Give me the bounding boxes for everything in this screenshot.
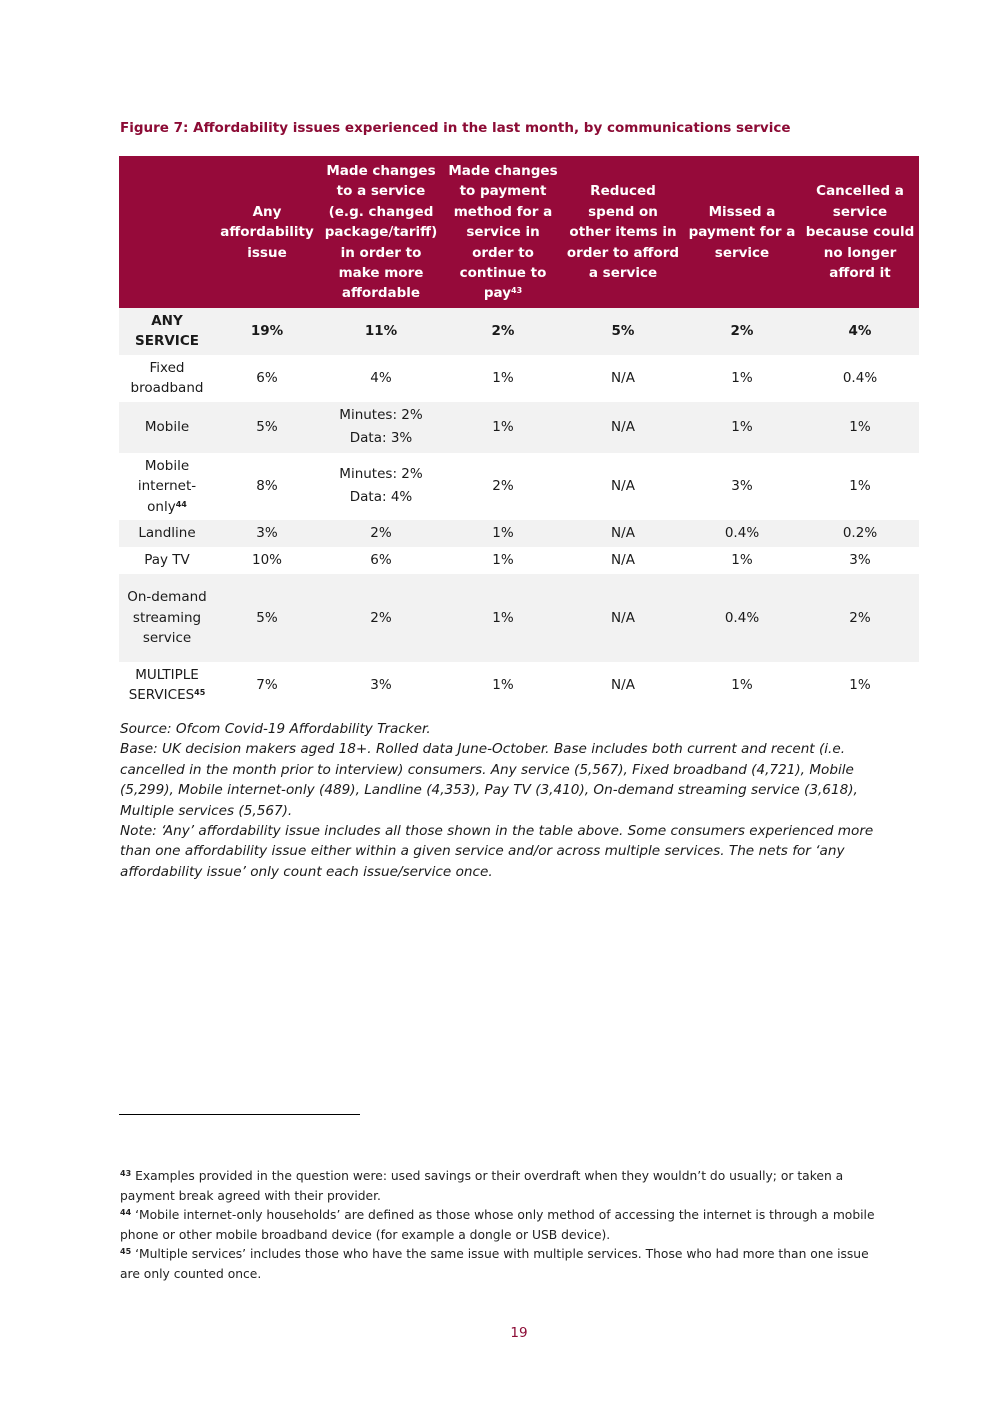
header-missed-payment: Missed a payment for a service xyxy=(683,156,801,308)
table-cell: 3% xyxy=(849,552,871,569)
table-cell: 2% xyxy=(319,574,443,662)
footnote-ref-43: 43 xyxy=(511,286,523,296)
table-cell: 3% xyxy=(731,478,753,495)
table-cell: 11% xyxy=(319,308,443,355)
row-label: ANY SERVICE xyxy=(119,308,215,355)
table-cell: 1% xyxy=(492,552,514,569)
table-cell: 1% xyxy=(492,677,514,694)
footnote-text: Examples provided in the question were: used savings or their overdraft when they wouldn’t do usually; or taken a payment break agreed with their provider. xyxy=(120,1169,844,1203)
row-label: Mobile xyxy=(119,402,215,453)
table-cell: 1% xyxy=(683,402,801,453)
table-cell: 5% xyxy=(563,308,683,355)
table-cell: 0.4% xyxy=(842,370,878,387)
footnote-44 xyxy=(120,1206,880,1245)
page-number: 19 xyxy=(510,1325,528,1341)
table-cell: 0.4% xyxy=(683,574,801,662)
table-cell-split xyxy=(319,402,443,453)
row-label: On-demand streaming service xyxy=(119,574,215,662)
row-label-text: Mobile internet-only xyxy=(137,457,197,515)
table-cell: N/A xyxy=(563,520,683,547)
table-cell: 2% xyxy=(683,308,801,355)
table-cell: 1% xyxy=(731,370,753,387)
header-cancelled-service: Cancelled a service because could no longer afford it xyxy=(801,156,919,308)
table-row-mobile-internet-only xyxy=(119,453,919,520)
table-cell: 0.2% xyxy=(801,520,919,547)
base-note: Base: UK decision makers aged 18+. Rolled data June-October. Base includes both current and recent (i.e. cancelled in the month prior to interview) consumers. Any service (5,567), Fixed broadband (4,721), Mobile (5,299), Mobile internet-only (489), Landline (4,353), Pay TV (3,410), On-demand streaming service (3,618), Multiple services (5,567). xyxy=(120,741,858,819)
table-cell: 1% xyxy=(731,552,753,569)
footnote-ref-45: 45 xyxy=(194,688,206,698)
table-cell: 1% xyxy=(801,402,919,453)
table-cell: 2% xyxy=(319,520,443,547)
table-cell: N/A xyxy=(611,478,635,495)
table-cell: 5% xyxy=(215,402,319,453)
table-cell: 6% xyxy=(370,552,392,569)
table-cell: 1% xyxy=(849,677,871,694)
footnote-43 xyxy=(120,1167,880,1206)
table-row-pay-tv xyxy=(119,547,919,574)
table-cell: 1% xyxy=(849,478,871,495)
table-cell: 1% xyxy=(492,370,514,387)
table-cell: 4% xyxy=(801,308,919,355)
row-label-text: MULTIPLE SERVICES xyxy=(128,666,199,704)
table-cell: 2% xyxy=(443,308,563,355)
table-cell: 6% xyxy=(256,370,278,387)
table-cell: 7% xyxy=(256,677,278,694)
table-header-row xyxy=(119,156,919,308)
footnotes xyxy=(120,1167,880,1284)
table-row-fixed-broadband xyxy=(119,355,919,402)
table-cell: 5% xyxy=(215,574,319,662)
header-any-affordability-issue: Any affordability issue xyxy=(215,156,319,308)
source-note: Source: Ofcom Covid-19 Affordability Tracker. xyxy=(120,721,431,737)
table-cell: 1% xyxy=(443,402,563,453)
footnote-number: 43 xyxy=(120,1169,132,1178)
note-text: Note: ‘Any’ affordability issue includes all those shown in the table above. Some consumers experienced more than one affordability issue either within a given service and/or across multiple services. The nets for ‘any affordability issue’ only count each issue/service once. xyxy=(120,823,874,880)
table-cell: 10% xyxy=(251,552,282,569)
table-cell-data: Data: 4% xyxy=(349,489,413,506)
table-cell: 8% xyxy=(256,478,278,495)
table-cell-minutes: Minutes: 2% xyxy=(339,466,423,483)
table-cell: 1% xyxy=(443,520,563,547)
table-cell: 1% xyxy=(443,574,563,662)
table-cell: 2% xyxy=(492,478,514,495)
table-cell: N/A xyxy=(611,552,635,569)
table-cell: N/A xyxy=(563,402,683,453)
table-row-any-service xyxy=(119,308,919,355)
header-reduced-spend: Reduced spend on other items in order to afford a service xyxy=(563,156,683,308)
row-label: Landline xyxy=(119,520,215,547)
table-cell-minutes: Minutes: 2% xyxy=(339,407,423,424)
table-cell: N/A xyxy=(611,370,635,387)
header-blank xyxy=(119,156,215,308)
table-cell: 19% xyxy=(215,308,319,355)
table-row-multiple-services xyxy=(119,662,919,709)
table-cell: 4% xyxy=(370,370,392,387)
table-cell-data: Data: 3% xyxy=(349,430,413,447)
figure-title: Figure 7: Affordability issues experienced in the last month, by communications service xyxy=(120,120,791,136)
header-made-changes-to-service: Made changes to a service (e.g. changed package/tariff) in order to make more affordable xyxy=(319,156,443,308)
table-row-landline xyxy=(119,520,919,547)
row-label: Pay TV xyxy=(144,552,190,569)
footnote-text: ‘Multiple services’ includes those who have the same issue with multiple services. Those who had more than one issue are only counted once. xyxy=(120,1247,869,1281)
footnote-text: ‘Mobile internet-only households’ are defined as those whose only method of accessing the internet is through a mobile phone or other mobile broadband device (for example a dongle or USB device). xyxy=(120,1208,875,1242)
table-cell: N/A xyxy=(611,677,635,694)
header-made-changes-to-payment-method xyxy=(443,156,563,308)
table-cell: 3% xyxy=(215,520,319,547)
table-cell: N/A xyxy=(563,574,683,662)
row-label xyxy=(119,453,215,520)
affordability-table xyxy=(119,156,919,709)
header-payment-method-text: Made changes to payment method for a service in order to continue to pay xyxy=(448,163,558,302)
table-cell-split xyxy=(319,453,443,520)
row-label xyxy=(119,662,215,709)
table-row-mobile xyxy=(119,402,919,453)
table-cell: 2% xyxy=(801,574,919,662)
table-row-on-demand-streaming xyxy=(119,574,919,662)
footnote-45 xyxy=(120,1245,880,1284)
footnote-separator xyxy=(119,1114,360,1115)
footnote-ref-44: 44 xyxy=(175,499,187,509)
table-cell: 3% xyxy=(370,677,392,694)
footnote-number: 44 xyxy=(120,1208,132,1217)
table-cell: 0.4% xyxy=(683,520,801,547)
table-notes xyxy=(120,719,880,882)
footnote-number: 45 xyxy=(120,1247,132,1256)
row-label: Fixed broadband xyxy=(130,359,204,397)
table-cell: 1% xyxy=(731,677,753,694)
